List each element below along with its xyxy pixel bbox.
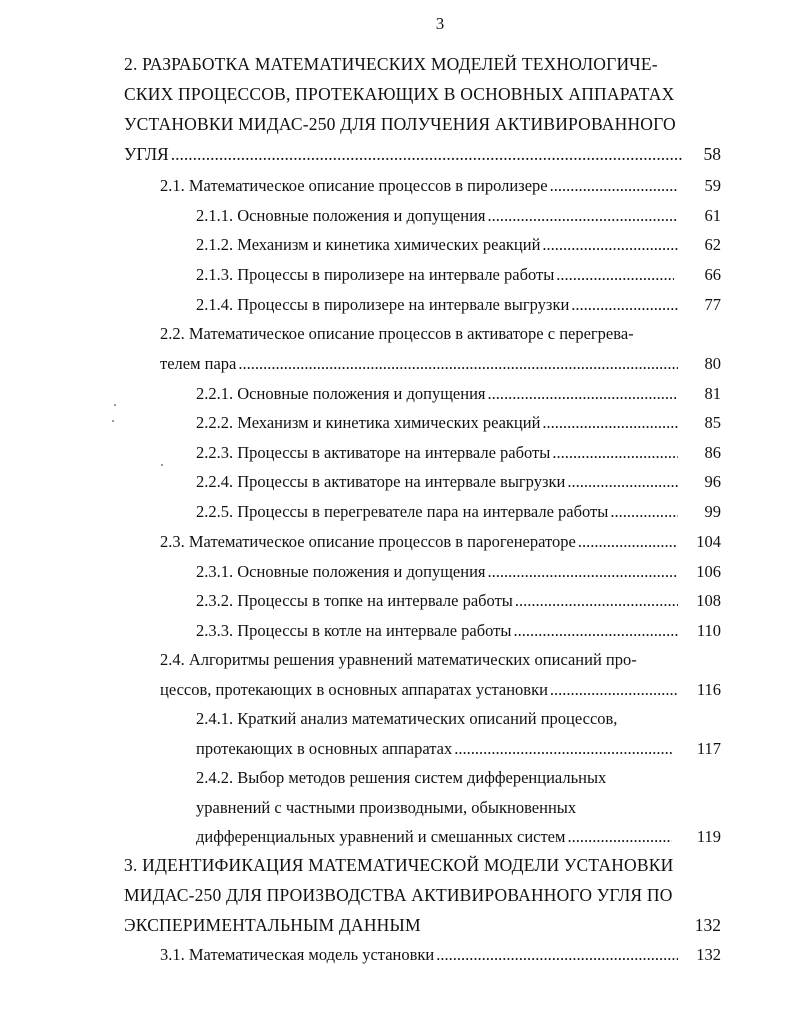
toc-entry-page: 108 bbox=[696, 591, 721, 610]
toc-entry-text: 2.3. Математическое описание процессов в парогенераторе bbox=[160, 532, 576, 551]
toc-entry-text: 2.2.3. Процессы в активаторе на интервале работы bbox=[196, 443, 551, 462]
scan-speck bbox=[114, 404, 116, 406]
toc-entry-2-1-3 bbox=[196, 265, 676, 285]
toc-entry-2-4-2-cont: уравнений с частными производными, обыкновенных bbox=[196, 798, 577, 817]
scan-speck bbox=[161, 464, 163, 466]
chapter-2-line-4 bbox=[124, 144, 684, 165]
toc-entry-page: 62 bbox=[704, 235, 721, 254]
toc-entry-text: цессов, протекающих в основных аппаратах установки bbox=[160, 680, 548, 699]
toc-entry-text: 2.3.1. Основные положения и допущения bbox=[196, 562, 486, 581]
toc-entry-text: 3.1. Математическая модель установки bbox=[160, 945, 435, 964]
toc-entry-2-2-3 bbox=[196, 443, 680, 463]
toc-entry-text: 2.2.5. Процессы в перегревателе пара на интервале работы bbox=[196, 502, 609, 521]
toc-entry-3-1 bbox=[160, 945, 680, 965]
chapter-2-page: 58 bbox=[703, 144, 721, 164]
toc-entry-2-1-2 bbox=[196, 235, 680, 255]
toc-entry-2-4-cont bbox=[160, 680, 680, 700]
toc-entry-text: 2.1. Математическое описание процессов в пиролизере bbox=[160, 176, 548, 195]
toc-entry-page: 119 bbox=[696, 827, 721, 846]
toc-entry-2-2-4 bbox=[196, 472, 680, 492]
toc-entry-2-4-2-cont2 bbox=[196, 827, 674, 847]
toc-entry-page: 106 bbox=[696, 562, 721, 581]
toc-entry-page: 116 bbox=[696, 680, 721, 699]
toc-entry-2-1 bbox=[160, 176, 680, 196]
scan-speck bbox=[112, 420, 114, 422]
toc-entry-text: 2.1.1. Основные положения и допущения bbox=[196, 206, 486, 225]
page-number: 3 bbox=[435, 14, 445, 33]
chapter-2-line-1: 2. РАЗРАБОТКА МАТЕМАТИЧЕСКИХ МОДЕЛЕЙ ТЕХНОЛОГИЧЕ- bbox=[124, 54, 658, 74]
toc-entry-text: 2.2.1. Основные положения и допущения bbox=[196, 384, 486, 403]
toc-entry-2-2: 2.2. Математическое описание процессов в активаторе с перегрева- bbox=[160, 324, 634, 343]
toc-entry-page: 85 bbox=[704, 413, 721, 432]
toc-entry-text: телем пара bbox=[160, 354, 237, 373]
toc-entry-2-4-1: 2.4.1. Краткий анализ математических описаний процессов, bbox=[196, 709, 618, 728]
toc-entry-page: 61 bbox=[704, 206, 721, 225]
toc-entry-2-2-2 bbox=[196, 413, 680, 433]
toc-entry-2-1-4 bbox=[196, 295, 680, 315]
toc-entry-2-4: 2.4. Алгоритмы решения уравнений математических описаний про- bbox=[160, 650, 637, 669]
toc-entry-text: 2.1.2. Механизм и кинетика химических реакций bbox=[196, 235, 541, 254]
toc-entry-2-2-cont bbox=[160, 354, 680, 374]
chapter-3-page: 132 bbox=[694, 915, 721, 935]
toc-entry-2-3 bbox=[160, 532, 680, 552]
toc-entry-text: дифференциальных уравнений и смешанных систем bbox=[196, 827, 566, 846]
toc-entry-text: 2.1.3. Процессы в пиролизере на интервале работы bbox=[196, 265, 555, 284]
toc-entry-text: 2.2.2. Механизм и кинетика химических реакций bbox=[196, 413, 541, 432]
toc-entry-page: 110 bbox=[696, 621, 721, 640]
toc-entry-page: 104 bbox=[696, 532, 721, 551]
toc-entry-text: 2.3.3. Процессы в котле на интервале работы bbox=[196, 621, 512, 640]
toc-entry-text: 2.2.4. Процессы в активаторе на интервале выгрузки bbox=[196, 472, 566, 491]
toc-entry-page: 80 bbox=[704, 354, 721, 373]
toc-entry-2-3-3 bbox=[196, 621, 680, 641]
toc-entry-page: 77 bbox=[704, 295, 721, 314]
toc-entry-page: 99 bbox=[704, 502, 721, 521]
chapter-2-line-4-text: УГЛЯ bbox=[124, 144, 169, 164]
toc-entry-page: 86 bbox=[704, 443, 721, 462]
toc-entry-page: 96 bbox=[704, 472, 721, 491]
toc-entry-text: 2.1.4. Процессы в пиролизере на интервале выгрузки bbox=[196, 295, 570, 314]
chapter-2-line-2: СКИХ ПРОЦЕССОВ, ПРОТЕКАЮЩИХ В ОСНОВНЫХ АППАРАТАХ bbox=[124, 84, 675, 104]
toc-entry-page: 66 bbox=[704, 265, 721, 284]
toc-entry-2-4-1-cont bbox=[196, 739, 674, 759]
chapter-2-line-3: УСТАНОВКИ МИДАС-250 ДЛЯ ПОЛУЧЕНИЯ АКТИВИРОВАННОГО bbox=[124, 114, 676, 134]
toc-entry-2-2-1 bbox=[196, 384, 680, 404]
toc-entry-text: 2.3.2. Процессы в топке на интервале работы bbox=[196, 591, 513, 610]
toc-entry-2-4-2: 2.4.2. Выбор методов решения систем дифференциальных bbox=[196, 768, 607, 787]
toc-entry-page: 59 bbox=[704, 176, 721, 195]
chapter-3-line-2: МИДАС-250 ДЛЯ ПРОИЗВОДСТВА АКТИВИРОВАННОГО УГЛЯ ПО bbox=[124, 885, 673, 905]
toc-entry-2-3-2 bbox=[196, 591, 680, 611]
chapter-3-line-1: 3. ИДЕНТИФИКАЦИЯ МАТЕМАТИЧЕСКОЙ МОДЕЛИ УСТАНОВКИ bbox=[124, 855, 674, 875]
toc-entry-page: 117 bbox=[696, 739, 721, 758]
toc-entry-2-3-1 bbox=[196, 562, 680, 582]
toc-entry-page: 81 bbox=[704, 384, 721, 403]
toc-entry-page: 132 bbox=[696, 945, 721, 964]
toc-entry-2-2-5 bbox=[196, 502, 680, 522]
toc-entry-text: протекающих в основных аппаратах bbox=[196, 739, 453, 758]
chapter-3-line-3: ЭКСПЕРИМЕНТАЛЬНЫМ ДАННЫМ bbox=[124, 915, 421, 935]
toc-entry-2-1-1 bbox=[196, 206, 680, 226]
